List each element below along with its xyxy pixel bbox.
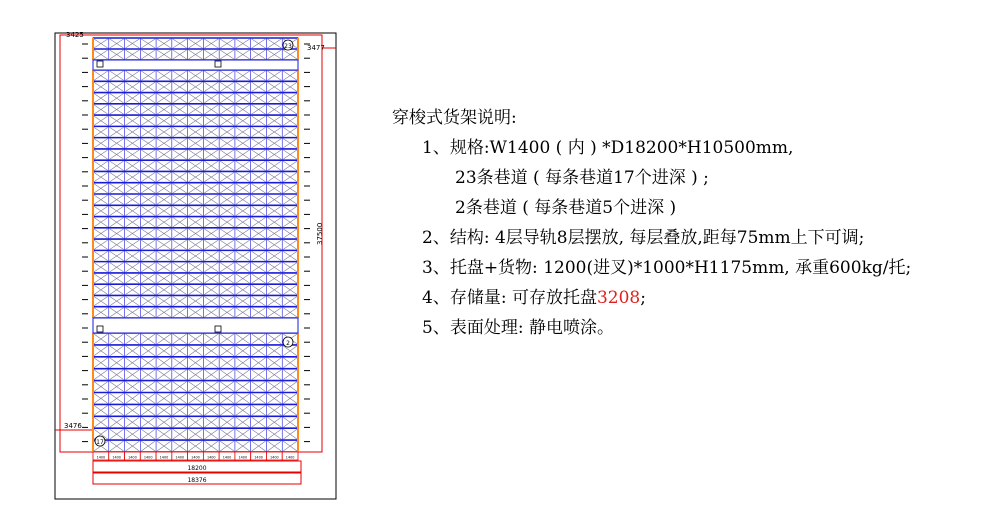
bay-width-label: 1400 <box>112 455 121 460</box>
dim-width-inner: 18200 <box>187 465 207 472</box>
notes-item-4 <box>392 283 911 313</box>
bay-width-label: 1400 <box>191 455 200 460</box>
aisle-band <box>93 318 298 333</box>
column-post <box>215 61 221 67</box>
bay-width-label: 1400 <box>96 455 106 460</box>
bay-width-label: 1400 <box>285 455 295 460</box>
column-post <box>215 326 221 332</box>
notes-item-3: 3、托盘+货物: 1200(进叉)*1000*H1175mm, 承重600kg/托; <box>422 258 912 278</box>
notes-item-2: 2、结构: 4层导轨8层摆放, 每层叠放,距每75mm上下可调; <box>422 228 865 248</box>
notes-item-4-end: ; <box>640 288 646 308</box>
notes-item-4-label: 4、存储量: 可存放托盘 <box>422 288 597 308</box>
bay-width-label: 1400 <box>143 455 153 460</box>
dim-width-outer: 18376 <box>187 477 207 484</box>
bay-width-label: 1400 <box>254 455 263 460</box>
bay-width-label: 1400 <box>238 455 248 460</box>
bay-width-label: 1400 <box>159 455 169 460</box>
bay-width-label: 1400 <box>222 455 232 460</box>
notes-item-5: 5、表面处理: 静电喷涂。 <box>422 318 614 338</box>
bay-width-label: 1400 <box>206 455 216 460</box>
marker-top: 23 <box>284 43 292 50</box>
dim-right-height: 37500 <box>316 222 324 245</box>
dim-top: 3425 <box>66 31 84 39</box>
bay-width-label: 1400 <box>270 455 279 460</box>
pallet-capacity-value: 3208 <box>596 288 641 308</box>
dim-right-top: 3477 <box>307 44 325 52</box>
rack-grid <box>82 38 310 452</box>
notes-item-1: 1、规格:W1400 ( 内 ) *D18200*H10500mm, <box>422 138 794 158</box>
rack-specification-notes <box>392 103 911 343</box>
bay-width-label: 1400 <box>175 455 185 460</box>
column-post <box>97 61 103 67</box>
rack-layout-drawing <box>0 0 345 530</box>
marker-bottom: 17 <box>96 439 104 446</box>
column-post <box>97 326 103 332</box>
notes-title: 穿梭式货架说明: <box>392 108 517 128</box>
notes-item-1-lanes-short: 2条巷道 ( 每条巷道5个进深 ) <box>455 198 677 218</box>
bay-dimension-row <box>93 452 298 460</box>
bay-width-label: 1400 <box>128 455 137 460</box>
aisle-band <box>93 60 298 70</box>
marker-mid: 2 <box>286 340 290 347</box>
notes-item-1-lanes: 23条巷道 ( 每条巷道17个进深 ) ; <box>455 168 709 188</box>
dim-left-bottom: 3476 <box>64 422 82 430</box>
